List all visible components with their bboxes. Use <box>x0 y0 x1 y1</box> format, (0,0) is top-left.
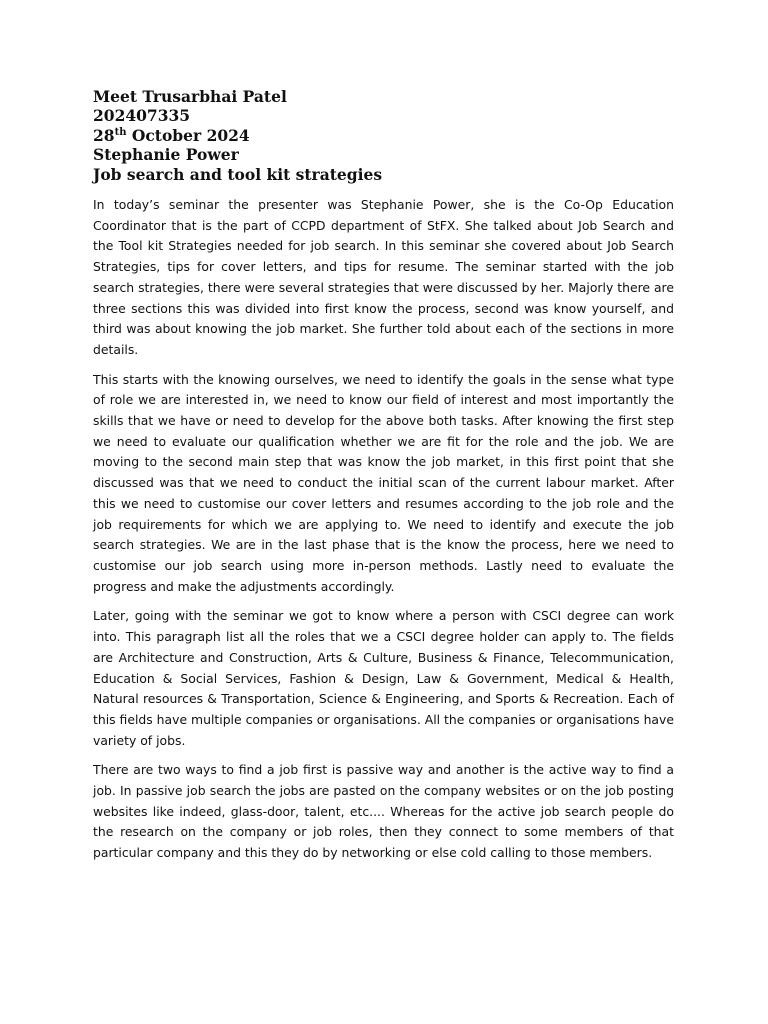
paragraph-1: In today’s seminar the presenter was Stephanie Power, she is the Co-Op Education Coordinator that is the part of CCPD department of StFX. She talked about Job Search and the Tool kit Strategies needed for job search. In this seminar she covered about Job Search Strategies, tips for cover letters, and tips for resume. The seminar started with the job search strategies, there were several strategies that were discussed by her. Majorly there are three sections this was divided into first know the process, second was know yourself, and third was about knowing the job market. She further told about each of the sections in more details. <box>93 197 674 357</box>
paragraph-4: There are two ways to find a job first is passive way and another is the active way to find a job. In passive job search the jobs are pasted on the company websites or on the job posting websites like indeed, glass-door, talent, etc.... Whereas for the active job search people do the research on the company or job roles, then they connect to some members of that particular company and this they do by networking or else cold calling to those members. <box>93 762 674 861</box>
student-id: 202407335 <box>93 106 191 126</box>
document-date <box>93 126 674 145</box>
student-name: Meet Trusarbhai Patel <box>93 87 287 106</box>
date-suffix: th <box>114 126 127 138</box>
document-header <box>93 87 674 184</box>
document-title: Job search and tool kit strategies <box>93 164 383 184</box>
date-month-year: October 2024 <box>126 125 250 145</box>
document-page <box>93 87 674 873</box>
presenter-name: Stephanie Power <box>93 145 239 165</box>
date-day: 28 <box>93 125 115 145</box>
paragraph-3: Later, going with the seminar we got to know where a person with CSCI degree can work into. This paragraph list all the roles that we a CSCI degree holder can apply to. The fields are Architecture and Construction, Arts & Culture, Business & Finance, Telecommunication, Education & Social Services, Fashion & Design, Law & Government, Medical & Health, Natural resources & Transportation, Science & Engineering, and Sports & Recreation. Each of this fields have multiple companies or organisations. All the companies or organisations have variety of jobs. <box>93 608 674 748</box>
document-body <box>93 195 674 864</box>
paragraph-2: This starts with the knowing ourselves, we need to identify the goals in the sense what type of role we are interested in, we need to know our field of interest and most importantly the skills that we have or need to develop for the above both tasks. After knowing the first step we need to evaluate our qualification whether we are fit for the role and the job. We are moving to the second main step that was know the job market, in this first point that she discussed was that we need to conduct the initial scan of the current labour market. After this we need to customise our cover letters and resumes according to the job role and the job requirements for which we are applying to. We need to identify and execute the job search strategies. We are in the last phase that is the know the process, here we need to customise our job search using more in-person methods. Lastly need to evaluate the progress and make the adjustments accordingly. <box>93 371 674 594</box>
